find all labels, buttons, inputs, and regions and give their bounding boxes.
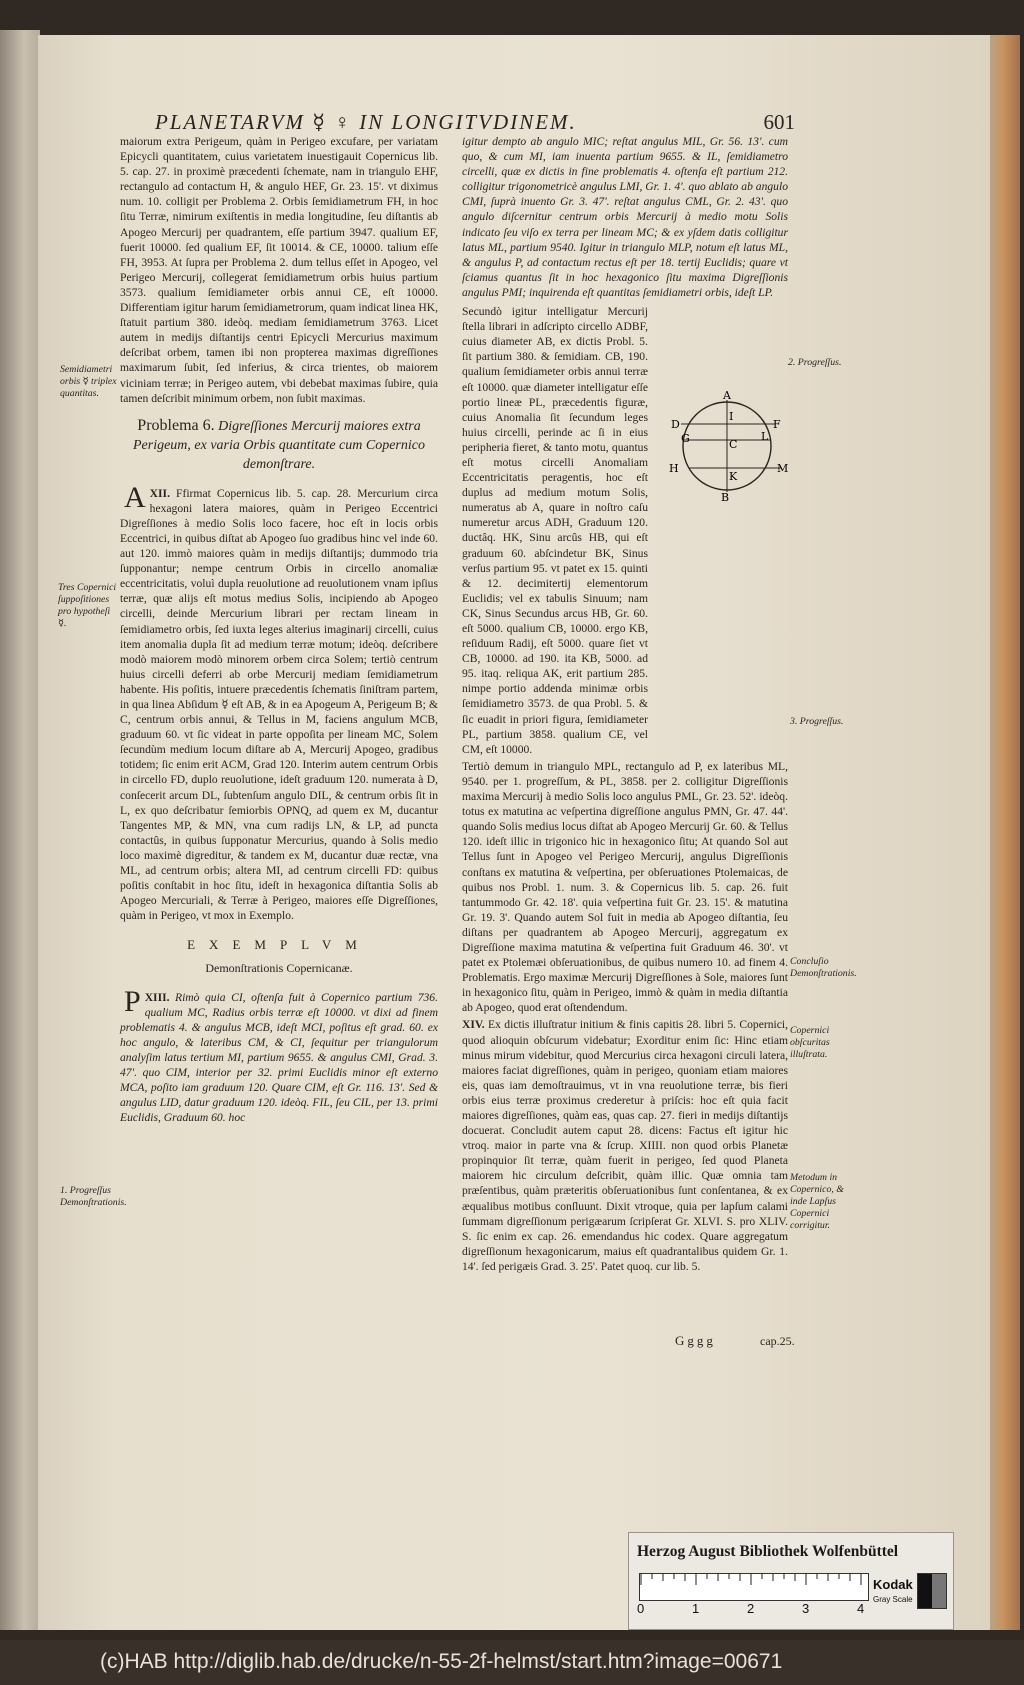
footer-bar — [0, 1640, 1024, 1685]
label-G: G — [681, 432, 690, 445]
page-fore-edge — [990, 35, 1020, 1630]
right-text-column — [462, 134, 788, 1274]
margin-note-obscuritas: Copernici obſcuritas illuſtrata. — [790, 1025, 830, 1060]
label-A: A — [723, 390, 731, 402]
kodak-brand: Kodak — [873, 1577, 913, 1592]
problem-heading — [120, 416, 438, 474]
paragraph-14-text: Ex dictis illuſtratur initium & finis capitis 28. libri 5. Copernici, quod alioquin obſcurum videbatur; Exorditur enim ſic: Hinc etiam minus mirum videbitur, quod Mercurius circa hexagoni circuli latera, maiores faciat digreſſiones, quàm in perigeo, quoniam etiam maiores eis, quas iam demoſtrauimus, vt in vna reuolutione terræ, bis fieri orbis eius terræ proximus crederetur à priſcis: hoc eſt quia facit maiores digreſſiones, quàm eas, quas cap. 27. fieri in medijs diſtantijs docuerat. Concludit autem caput 28. dicens: Factus eſt igitur hic vtroq. maior in parte vna & ſcrup. XIIII. non quod orbis Planetæ propinquior ſit terræ, quàm fuerit in perigeo, ſed quod Planeta maiorem hic circulum deſcribit, quàm illic. Quæ omnia tam præſentibus, quàm præteritis obſeruationibus ſunt conſentanea, & ex æqualibus motibus conſluunt. Dixit vtroque, quia per lapſum calami ſummam digreſſionum perigæarum ſcripſerat Gr. XLVI. S. pro XLIV. S. ſic enim ex cap. 26. emendandus hic codex. Quare aggregatum digreſſionum hexagonicarum, maius eſt quadrantalibus quidem Gr. 1. 14'. ſed perigæis Grad. 3. 25'. Patet quoq. cur lib. 5. — [462, 1018, 788, 1273]
circle-diagram — [663, 390, 791, 502]
left-page-edge — [0, 30, 40, 1630]
label-F: F — [773, 418, 781, 431]
color-card — [628, 1532, 954, 1630]
label-D: D — [671, 418, 680, 431]
paragraph-12-text: Ffirmat Copernicus lib. 5. cap. 28. Mercurium circa hexagoni latera maiores, quàm in Perigeo Eccentrici Digreſſiones à medio Solis loco facere, hoc eſt in locis orbis Eccentrici, in quibus diſtat ab Apogeo ſuo gradibus hinc vel inde 60. aut 120. immò maiores quàm in medijs diſtantijs; dummodo tria ſupponantur; nempe centrum Orbis in circello anomaliæ eccentricitatis, voluì dupla reuolutione ad reuolutionem vnam ipſius terræ, quæ alijs eſt motus medius Solis, incipiendo ab Apogeo circelli, deinde Mercurium librari per rectam lineam in ſemidiametro orbis, ſed iuxta leges alterius imaginarij circelli, cuius item anomalia dupla ſit ad medium terræ motum; ideòq. deſcribere modò maiorem modò minorem orbem circa Solem; tertiò centrum huius circelli deferri ab orbe Mercurij mediam ſemidiametrum habente. His poſitis, intuere præcedentis ſchematis ſiniſtram partem, in qua linea Abſidum ☿ eſt AB, & in ea Apogeum A, Perigeum B; & C, centrum orbis annui, & Tellus in M, faciens angulum MCB, graduum 60. vt ſic videat in parte oppoſita per lineam MC, Solem ſecundùm medium locum diſtare ab A, Mercurij Apogeo, gradibus totidem; ſic enim erit ACM, Grad 120. Interim autem centrum Orbis in circello FD, duplo reuolutione, ideſt graduum 120. numerata à D, conſecerit arcum DL, ſubtenſum angulo DIL, & centrum orbis ſit in L, ex quo deſcribatur ſemiorbis OPNQ, ad quem ex M, ducantur Tangentes MP, & MN, vna cum radijs LN, & LP, ad puncta contactûs, in quibus ſupponatur Mercurius, quando à Solis medio loco maximè digreditur, & tandem ex M, ducantur duæ rectæ, vna ML, ad centrum orbis; altera MI, ad centrum circelli FD: quibus poſitis conſtabit in hoc ſitu, ideſt in hexagonica diſtantia Solis ab Apogeo Mercuriali, & Terræ à Perigeo, maiores eſſe Digreſſiones, quàm in Perigeo, vt mox in Exemplo. — [120, 486, 438, 923]
left-text-column — [120, 134, 438, 1125]
label-I: I — [729, 410, 734, 423]
label-M: M — [777, 462, 789, 475]
library-name: Herzog August Bibliothek Wolfenbüttel — [637, 1543, 899, 1560]
gray-swatch — [917, 1573, 947, 1609]
margin-note-progressus-2: 2. Progreſſus. — [788, 357, 842, 368]
demonstration-subheading: Demonſtrationis Copernicanæ. — [205, 960, 353, 975]
exemplum-heading: EXEMPLVM — [187, 937, 371, 953]
paragraph-12-number: XII. — [149, 486, 170, 500]
ruler-ticks — [639, 1573, 867, 1587]
paragraph-12: XII. A Ffirmat Copernicus lib. 5. cap. 28. Mercurium circa hexagoni latera maiores, quàm in Perigeo Eccentrici Digreſſiones à medio Solis loco facere, hoc eſt in locis orbis Eccentrici, in quibus diſtat ab Apogeo ſuo gradibus hinc vel inde 60. aut 120. immò maiores quàm in medijs diſtantijs; dummodo tria ſupponantur; nempe centrum Orbis in circello anomaliæ eccentricitatis, voluì dupla reuolutione ad reuolutionem vnam ipſius terræ, quæ alijs eſt motus medius Solis, incipiendo ab Apogeo circelli, deinde Mercurium librari per rectam lineam in ſemidiametro orbis, ſed iuxta leges alterius imaginarij circelli, cuius item anomalia dupla ſit ad medium terræ motum; ideòq. deſcribere modò maiorem modò minorem orbem circa Solem; tertiò centrum huius circelli deferri ab orbe Mercurij mediam ſemidiametrum habente. His poſitis, intuere præcedentis ſchematis ſiniſtram partem, in qua linea Abſidum ☿ eſt AB, & in ea Apogeum A, Perigeum B; & C, centrum orbis annui, & Tellus in M, faciens angulum MCB, graduum 60. vt ſic videat in parte oppoſita per lineam MC, Solem ſecundùm medium locum diſtare ab A, Mercurij Apogeo, gradibus totidem; ſic enim erit ACM, Grad 120. Interim autem centrum Orbis in circello FD, duplo reuolutione, ideſt graduum 120. numerata à D, conſecerit arcum DL, ſubtenſum angulo DIL, & centrum orbis ſit in L, ex quo deſcribatur ſemiorbis OPNQ, ad quem ex M, ducantur Tangentes MP, & MN, vna cum radijs LN, & LP, ad puncta contactûs, in quibus ſupponatur Mercurius, quando à Solis medio loco maximè digreditur, & tandem ex M, ducantur duæ rectæ, vna ML, ad centrum orbis; altera MI, ad centrum circelli FD: quibus poſitis conſtabit in hoc ſitu, ideſt in hexagonica diſtantia Solis ab Apogeo Mercuriali, & Terræ à Perigeo, maiores eſſe Digreſſiones, quàm in Perigeo, vt mox in Exemplo. — [120, 480, 438, 923]
scale-3: 3 — [802, 1601, 810, 1616]
scale-0: 0 — [637, 1601, 645, 1616]
paragraph-13-number: XIII. — [144, 990, 170, 1004]
problem-label: Problema 6. — [137, 416, 215, 434]
paragraph-14-number: XIV. — [462, 1018, 485, 1032]
problem-title: Digreſſiones Mercurij maiores extra Perigeum, ex varia Orbis quantitate cum Copernico demonſtrare. — [132, 418, 425, 472]
label-L: L — [761, 430, 769, 443]
label-B: B — [721, 491, 730, 502]
right-intro-paragraph: igitur dempto ab angulo MIC; reſtat angulus MIL, Gr. 56. 13'. cum quo, & cum MI, iam inuenta partium 9655. & IL, ſemidiametro circelli, quæ ex dictis in fine problematis 4. oſtenſa eſt partium 212. colligitur trigonometricè angulus LMI, Gr. 1. 4'. quo ablato ab angulo CMI, ſuprà inuento Gr. 3. 47'. reſtat angulus CML, Gr. 2. 43'. quo angulo diſcernitur centrum orbis Mercurij à medio motu Solis indicato ſeu viſo ex terra per lineam MC; & ex yſdem datis colligitur latus ML, partium 9540. Igitur in triangulo MLP, notum eſt latus ML, & angulus P, ad contactum rectus eſt per 18. tertij Euclidis; quare vt ſciamus quantus ſit in hoc hexagonico ſitu maxima Digreſſionis angulus PMI; inquirenda eſt quantitas ſemidiametri orbis, ideſt LP. — [462, 135, 788, 299]
label-C: C — [729, 438, 738, 451]
running-title: PLANETARVM ☿ ♀ IN LONGITVDINEM. — [155, 110, 577, 134]
margin-note-metodum: Metodum in Copernico, & inde Lapſus Copernici corrigitur. — [790, 1172, 844, 1231]
paragraph-14 — [462, 1017, 788, 1274]
margin-note-progressus-1: 1. Progreſſus Demonſtrationis. — [60, 1185, 127, 1208]
label-H: H — [669, 462, 679, 475]
margin-note-conclusio: Concluſio Demonſtrationis. — [790, 956, 857, 979]
left-intro-paragraph: maiorum extra Perigeum, quàm in Perigeo excufare, per variatam Epicycli quantitatem, cuius varietatem inuestigauit Copernicus lib. 5. cap. 27. in proximè præcedenti ſchemate, nam in triangulo EHF, rectangulo ad contactum H, & angulo HEF, Gr. 23. 15'. vt diximus num. 10. colligit per Problema 2. Orbis ſemidiametrum FH, in hoc ſitu Terræ, nimirum exiſtentis in media longitudine, ſeu diſtantis ab Apogeo Mercurij per quadrantem, eſſe partium 3947. qualium EF, fuerit 10000. ſed qualium EF, ſit 10014. & CE, 10000. talium eſſe FH, 3953. At ſupra per Problema 2. dum tellus eſſet in Apogeo, vel Perigeo Mercurij, collegerat ſemidiametrum orbis huius partium 3573. qualium ſemidiameter orbis annui CE, eſt 10000. Differentiam igitur harum ſemidiametrorum, quam indicat linea HK, ſtatuit partium 380. ideòq. mediam ſemidiametrum 3763. Licet autem in medijs diſtantijs centri Epicycli Mercurius maximum deſcribat orbem, tamen ibi non propterea maximas digreſſiones maximarum ſubit, ſed inferius, & circa trientes, ob maiorem viciniam terræ; in Perigeo autem, vbi debebat maximas ſubire, quia tamen deſcribit minimum orbem, non ſubit maximas. — [120, 135, 438, 405]
paragraph-secundo: Secundò igitur intelligatur Mercurij ſtella librari in adſcripto circello ADBF, cuius diameter AB, ex dictis Probl. 5. ſit partium 380. & ſemidiam. CB, 190. qualium ſemidiameter orbis annui terræ eſt 10000. quæ diameter intelligatur eſſe portio lineæ PL, præcedentis figuræ, cuius Anomalia ſit ſecundum leges huius circelli, perinde ac ſi in eius peripheria fieret, & tanto motu, quantus eſt motus circelli Anomaliam Eccentricitatis peragentis, hoc eſt duplus ad medium motum Solis, numeratus ab A, quare in noſtro caſu numeretur arcus ADH, Graduum 120. ductâq. HK, Sinu arcûs HB, qui eſt graduum 60. abſcindetur BK, Sinus verſus partium 95. vt patet ex 15. quinti & 12. decimitertij elementorum Euclidis; vel ex tabulis Sinuum; nam CK, Sinus Secundus arcus HB, Gr. 60. eſt 5000. qualium CB, 10000. ergo KB, reſiduum Radij, eſt 5000. quare ſiet vt CB, 10000. ad 190. ita KB, 5000. ad 95. itaq. reliqua AK, erit partium 285. nimpe portio addenda minimæ orbis ſemidiametro 3573. de qua Probl. 5. & ſic euadit in priori figura, ſemidiameter PL, partium 3858. qualium CE, vel CM, eſt 10000. — [462, 305, 648, 756]
margin-note-semidiametri: Semidiametri orbis ☿ triplex quantitas. — [60, 364, 117, 399]
signature-mark: Gggg — [675, 1333, 716, 1348]
scale-1: 1 — [692, 1601, 700, 1616]
gray-scale-label: Gray Scale — [873, 1595, 913, 1604]
scale-4: 4 — [857, 1601, 865, 1616]
paragraph-13: XIII. P Rimò quia CI, oſtenſa fuit à Copernico partium 736. qualium MC, Radius orbis terræ eſt 10000. vt dixi ad finem problematis 4. & angulus MCB, ideſt MCI, poſitus eſt grad. 60. ex hoc angulo, & lateribus CM, & CI, ſequitur per triangulorum analyſim latus tertium MI, partium 9655. & angulus CMI, Grad. 3. 47'. quo CIM, interior per 32. primi Euclidis minor eſt externo MCA, poſito iam graduum 120. Quare CIM, eſt Gr. 116. 13'. Sed & angulus LID, datur graduum 120. ideòq. FIL, ſeu CIL, per 13. primi Euclidis, Graduum 60. hoc — [120, 984, 438, 1125]
footer-copyright-url: (c)HAB http://diglib.hab.de/drucke/n-55-2f-helmst/start.htm?image=00671 — [100, 1650, 783, 1673]
catchword: cap.25. — [760, 1334, 795, 1348]
page-number: 601 — [763, 110, 795, 134]
margin-note-tres-suppositiones: Tres Copernici ſuppoſitiones pro hypotheſi ☿. — [58, 582, 117, 629]
running-header — [155, 110, 795, 135]
margin-note-progressus-3: 3. Progreſſus. — [790, 716, 844, 727]
scale-2: 2 — [747, 1601, 755, 1616]
paragraph-tertio: Tertiò demum in triangulo MPL, rectangulo ad P, ex lateribus ML, 9540. per 1. progreſſum, & PL, 3858. per 2. colligitur Digreſſionis maxima Mercurij à medio Solis loco angulus PML, Gr. 23. 52'. ideòq. totus ex matutina ac veſpertina digreſſione angulus PMN, Gr. 47. 44'. quando Solis medius locus diſtat ab Apogeo Mercurij Gr. 60. & Tellus 120. ideſt illic in trigonico hic in hexagonico ſitu; At quando Sol aut Tellus ſunt in Apogeo vel Perigeo Mercurij, angulus Digreſſionis conſtans ex matutina & veſpertina, per obſeruationes Ptolemaicas, de quibus nos Probl. 1. num. 3. & Copernicus lib. 5. cap. 26. fuit tantummodo Gr. 42. 18'. quia veſpertina fuit Gr. 23. 15'. & matutina Gr. 19. 3'. Quando autem Sol fuit in media ab Apogeo diſtantia, ſeu diſtans per quadrantem ab Apogeo Mercurij, aggregatum ex Digreſſione maxima matutina & veſpertina fuit Graduum 46. 30'. vt patet ex Ptolemæi obſeruationibus, de quibus numero 10. ad finem 4. Problematis. Ergo maximæ Mercurij Digreſſiones à Sole, maiores ſunt in hexagonico ſitu, quàm in Perigeo, immò & quàm in media diſtantia ab Apogeo, quod erat oſtendendum. — [462, 759, 788, 1015]
paragraph-13-text: Rimò quia CI, oſtenſa fuit à Copernico partium 736. qualium MC, Radius orbis terræ eſt 10000. vt dixi ad finem problematis 4. & angulus MCB, ideſt MCI, poſitus eſt grad. 60. ex hoc angulo, & lateribus CM, & CI, ſequitur per triangulorum analyſim latus tertium MI, partium 9655. & angulus CMI, Grad. 3. 47'. quo CIM, interior per 32. primi Euclidis minor eſt externo MCA, poſito iam graduum 120. Quare CIM, eſt Gr. 116. 13'. Sed & angulus LID, datur graduum 120. ideòq. FIL, ſeu CIL, per 13. primi Euclidis, Graduum 60. hoc — [120, 990, 438, 1125]
label-K: K — [729, 470, 738, 483]
